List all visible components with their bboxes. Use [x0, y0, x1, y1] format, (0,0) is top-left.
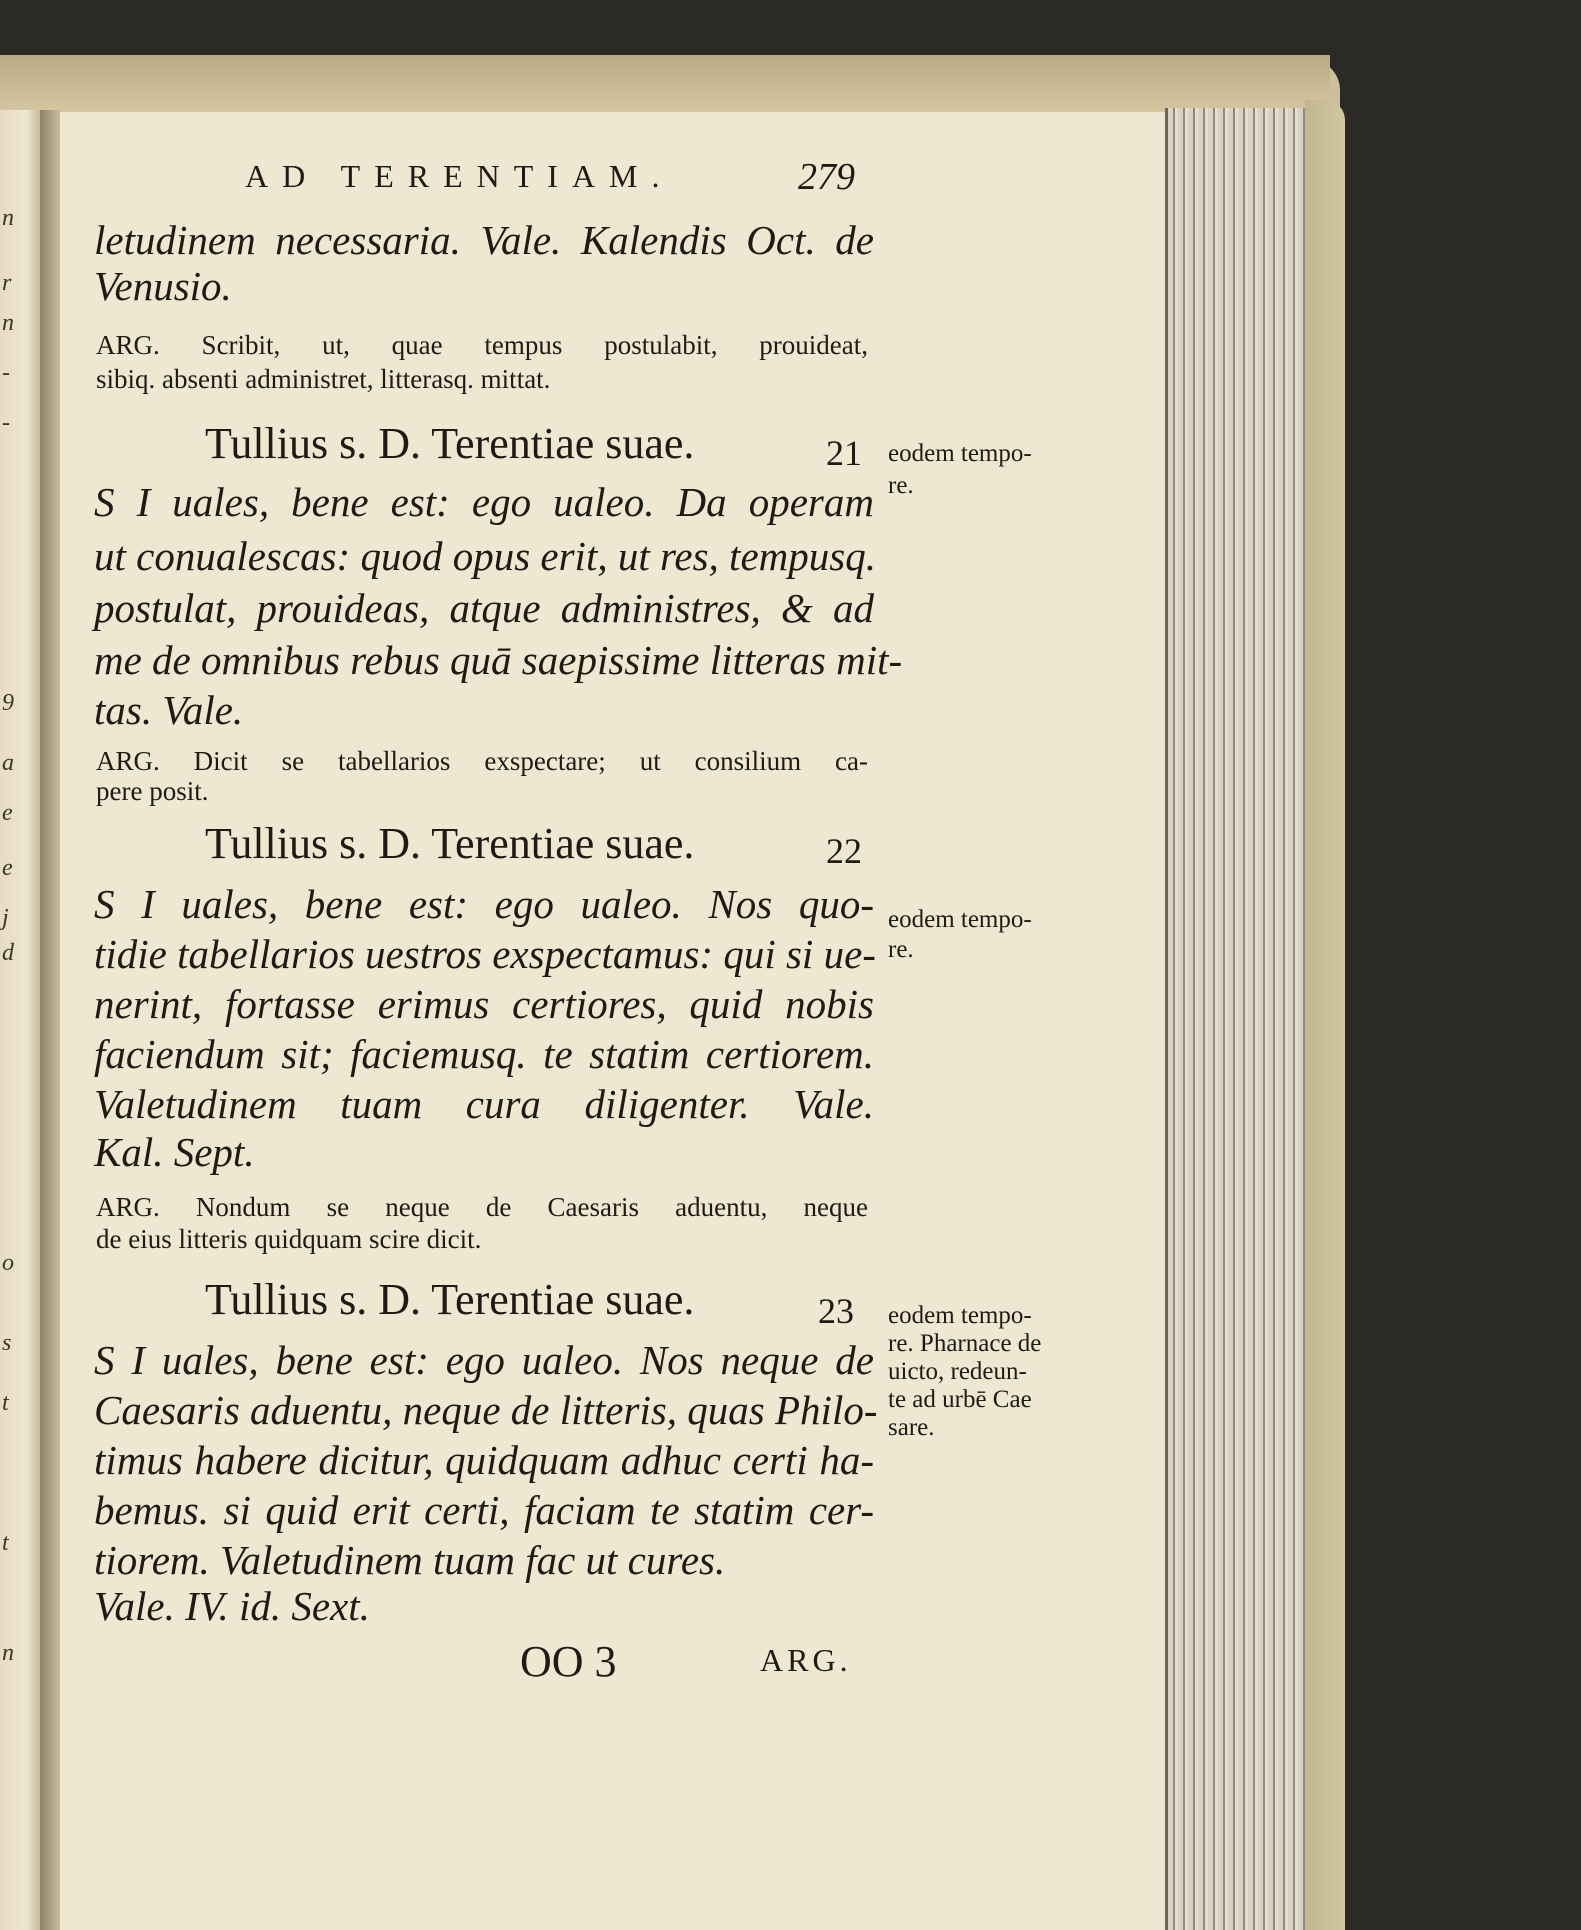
- text-line: S I uales, bene est: ego ualeo. Da operam: [94, 479, 874, 525]
- margin-note: re. Pharnace de: [888, 1330, 1042, 1357]
- fragment: d: [2, 940, 14, 966]
- letter-23-title: Tullius s. D. Terentiae suae.: [205, 1275, 695, 1324]
- fragment: -: [2, 410, 10, 436]
- letter-23-number: 23: [818, 1291, 854, 1331]
- letter-21-number: 21: [826, 433, 862, 473]
- previous-page-edge: [0, 110, 44, 1930]
- argument-line: de eius litteris quidquam scire dicit.: [96, 1224, 482, 1254]
- margin-note: eodem tempo-: [888, 440, 1032, 467]
- margin-note: re.: [888, 472, 914, 499]
- fragment: o: [2, 1250, 14, 1276]
- text-line: S I uales, bene est: ego ualeo. Nos neque de: [94, 1337, 874, 1383]
- text-line: Kal. Sept.: [94, 1129, 255, 1175]
- fragment: r: [2, 270, 12, 296]
- argument-line: ARG. Dicit se tabellarios exspectare; ut consilium ca-: [96, 746, 868, 776]
- text-line: tidie tabellarios uestros exspectamus: qui si ue-: [94, 931, 876, 977]
- text-line: Valetudinem tuam cura diligenter. Vale.: [94, 1081, 874, 1127]
- text-line: S I uales, bene est: ego ualeo. Nos quo-: [94, 881, 874, 927]
- letter-21-title: Tullius s. D. Terentiae suae.: [205, 419, 695, 468]
- margin-note: te ad urbē Cae: [888, 1386, 1032, 1413]
- fragment: t: [2, 1530, 9, 1556]
- catchword: ARG.: [760, 1642, 852, 1678]
- text-line: nerint, fortasse erimus certiores, quid nobis: [94, 981, 874, 1027]
- text-line: tiorem. Valetudinem tuam fac ut cures.: [94, 1537, 726, 1583]
- margin-note: eodem tempo-: [888, 1302, 1032, 1329]
- fragment: 9: [2, 690, 14, 716]
- letter-22-number: 22: [826, 831, 862, 871]
- fragment: n: [2, 205, 14, 231]
- fragment: n: [2, 310, 14, 336]
- margin-note: uicto, redeun-: [888, 1358, 1027, 1385]
- letter-22-title: Tullius s. D. Terentiae suae.: [205, 819, 695, 868]
- text-line: letudinem necessaria. Vale. Kalendis Oct. de: [94, 217, 874, 263]
- text-line: Vale. IV. id. Sext.: [94, 1583, 370, 1629]
- text-line: timus habere dicitur, quidquam adhuc certi ha-: [94, 1437, 874, 1483]
- cover-edge: [1305, 100, 1345, 1930]
- page-stack-edges: [1165, 108, 1318, 1930]
- fragment: -: [2, 360, 10, 386]
- fragment: n: [2, 1640, 14, 1666]
- text-line: Caesaris aduentu, neque de litteris, quas Philo-: [94, 1387, 878, 1433]
- signature-mark: OO 3: [520, 1637, 617, 1686]
- fragment: j: [2, 905, 9, 931]
- argument-line: ARG. Nondum se neque de Caesaris aduentu, neque: [96, 1192, 868, 1222]
- text-line: Venusio.: [94, 263, 232, 309]
- margin-note: re.: [888, 936, 914, 963]
- book-spine-top: [0, 55, 1330, 115]
- page-number: 279: [798, 156, 855, 198]
- text-line: bemus. si quid erit certi, faciam te statim cer-: [94, 1487, 874, 1533]
- text-line: faciendum sit; faciemusq. te statim certiorem.: [94, 1031, 874, 1077]
- fragment: t: [2, 1390, 9, 1416]
- fragment: e: [2, 800, 13, 826]
- text-line: postulat, prouideas, atque administres, & ad: [94, 585, 874, 631]
- text-line: tas. Vale.: [94, 687, 244, 733]
- argument-line: ARG. Scribit, ut, quae tempus postulabit, prouideat,: [96, 330, 868, 360]
- fragment: s: [2, 1330, 12, 1356]
- running-title: AD TERENTIAM.: [245, 158, 674, 194]
- fragment: a: [2, 750, 14, 776]
- margin-note: sare.: [888, 1414, 935, 1441]
- fragment: e: [2, 855, 13, 881]
- margin-note: eodem tempo-: [888, 906, 1032, 933]
- argument-line: sibiq. absenti administret, litterasq. mittat.: [96, 364, 551, 394]
- text-line: ut conualescas: quod opus erit, ut res, tempusq.: [94, 533, 876, 579]
- text-line: me de omnibus rebus quā saepissime litteras mit-: [94, 637, 903, 683]
- argument-line: pere posit.: [96, 776, 209, 806]
